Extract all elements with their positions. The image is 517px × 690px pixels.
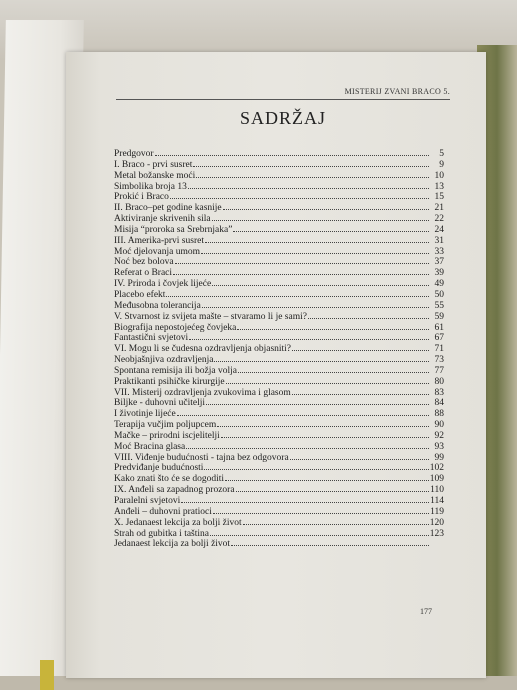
toc-dot-leader xyxy=(155,148,429,156)
toc-dot-leader xyxy=(193,159,429,167)
toc-entry-page: 92 xyxy=(434,430,444,441)
toc-entry xyxy=(114,343,444,354)
toc-entry-title: Strah od gubitka i taština xyxy=(114,528,209,539)
toc-entry-page: 99 xyxy=(434,452,444,463)
toc-dot-leader xyxy=(308,311,429,319)
toc-entry-title: Predgovor xyxy=(114,149,154,159)
toc-entry-title: Fantastični svjetovi xyxy=(114,333,189,344)
toc-entry-page: 67 xyxy=(434,333,444,344)
toc-entry-title: Spontana remisija ili božja volja xyxy=(114,365,237,376)
toc-entry-title: Predviđanje budućnosti xyxy=(114,463,204,474)
toc-entry-title: Prokić i Braco xyxy=(114,192,169,203)
toc-dot-leader xyxy=(188,181,429,189)
toc-entry xyxy=(114,484,444,495)
toc-entry-title: Biografija nepostojećeg čovjeka xyxy=(114,322,237,333)
toc-dot-leader xyxy=(175,256,429,264)
running-header: MISTERIJ ZVANI BRACO 5. xyxy=(344,87,450,96)
toc-entry xyxy=(114,419,444,430)
toc-entry-page: 9 xyxy=(439,159,444,170)
toc-dot-leader xyxy=(205,235,429,243)
toc-entry-page: 110 xyxy=(430,485,444,496)
toc-entry-page: 31 xyxy=(434,235,444,246)
toc-entry-title: VIII. Viđenje budućnosti - tajna bez odgovora xyxy=(114,452,289,463)
toc-dot-leader xyxy=(204,462,428,470)
toc-entry-title: Aktiviranje skrivenih sila xyxy=(114,214,211,225)
toc-dot-leader xyxy=(225,473,429,481)
toc-entry-title: Moć djelovanja umom xyxy=(114,246,201,257)
toc-entry xyxy=(114,517,444,528)
toc-entry-page: 80 xyxy=(434,376,444,387)
toc-entry-page: 77 xyxy=(434,365,444,376)
toc-entry-title: III. Amerika-prvi susret xyxy=(114,235,204,246)
toc-entry-page: 10 xyxy=(434,170,444,181)
toc-entry xyxy=(114,322,444,333)
toc-entry xyxy=(114,202,444,213)
toc-entry-page: 71 xyxy=(434,344,444,355)
toc-entry-page: 73 xyxy=(434,355,444,366)
toc-dot-leader xyxy=(212,213,429,221)
toc-entry-page: 24 xyxy=(434,224,444,235)
page-number: 177 xyxy=(420,607,432,616)
toc-entry xyxy=(114,408,444,419)
toc-entry-title: Moć Bracina glasa xyxy=(114,441,186,452)
toc-dot-leader xyxy=(226,376,429,384)
toc-entry xyxy=(114,387,444,398)
toc-entry-title: Noć bez bolova xyxy=(114,257,174,268)
toc-entry-page: 50 xyxy=(434,289,444,300)
toc-dot-leader xyxy=(196,170,429,178)
table-surface xyxy=(0,676,517,690)
toc-entry xyxy=(114,365,444,376)
toc-entry xyxy=(114,224,444,235)
toc-entry-page: 59 xyxy=(434,311,444,322)
toc-entry-page: 61 xyxy=(434,322,444,333)
toc-entry xyxy=(114,267,444,278)
toc-entry-title: Terapija vučjim poljupcem xyxy=(114,420,217,431)
toc-dot-leader xyxy=(177,408,429,416)
toc-dot-leader xyxy=(189,332,429,340)
toc-entry-title: Misija “proroka sa Srebrnjaka” xyxy=(114,224,233,235)
toc-entry xyxy=(114,159,444,170)
toc-entry-title: Paralelni svjetovi xyxy=(114,496,181,506)
bookmark-ribbon xyxy=(40,660,54,690)
toc-entry-page: 88 xyxy=(434,409,444,420)
toc-entry-title: VII. Misterij ozdravljenja zvukovima i glasom xyxy=(114,387,291,398)
toc-entry-title: Simbolika broja 13 xyxy=(114,181,187,192)
toc-dot-leader xyxy=(221,430,429,438)
toc-entry-page: 15 xyxy=(434,192,444,203)
toc-entry-title: Međusobna tolerancija xyxy=(114,300,201,311)
toc-entry-title: IV. Priroda i čovjek lijeće xyxy=(114,279,212,290)
toc-entry xyxy=(114,473,444,484)
toc-entry xyxy=(114,506,444,517)
toc-entry-page: 102 xyxy=(429,463,444,474)
toc-dot-leader xyxy=(173,267,429,275)
toc-dot-leader xyxy=(214,354,429,362)
toc-dot-leader xyxy=(181,495,429,503)
toc-dot-leader xyxy=(210,528,429,536)
toc-entry-title: I životinje lijeće xyxy=(114,409,176,420)
toc-entry-title: Kako znati što će se dogoditi xyxy=(114,474,225,485)
toc-entry xyxy=(114,441,444,452)
header-rule xyxy=(116,99,450,100)
toc-dot-leader xyxy=(202,300,429,308)
toc-entry-title: Referat o Braci xyxy=(114,268,173,279)
toc-entry xyxy=(114,311,444,322)
toc-dot-leader xyxy=(292,387,429,395)
toc-entry-title: Anđeli – duhovni pratioci xyxy=(114,506,212,517)
toc-dot-leader xyxy=(212,278,429,286)
toc-dot-leader xyxy=(223,202,429,210)
toc-entry-title: IX. Anđeli sa zapadnog prozora xyxy=(114,485,235,496)
toc-entry xyxy=(114,300,444,311)
toc-entry xyxy=(114,170,444,181)
toc-entry-page: 49 xyxy=(434,279,444,290)
toc-dot-leader xyxy=(166,289,429,297)
toc-entry-page: 90 xyxy=(434,420,444,431)
toc-entry-page: 83 xyxy=(434,387,444,398)
toc-entry xyxy=(114,462,444,473)
toc-dot-leader xyxy=(290,452,429,460)
toc-entry-page: 84 xyxy=(434,398,444,409)
toc-entry xyxy=(114,397,444,408)
toc-entry-title: Mačke – prirodni iscjelitelji xyxy=(114,430,220,441)
toc-entry-page: 22 xyxy=(434,214,444,225)
toc-entry-title: V. Stvarnost iz svijeta mašte – stvaramo li je sami? xyxy=(114,311,307,322)
toc-entry xyxy=(114,235,444,246)
page-title: SADRŽAJ xyxy=(239,108,326,128)
toc-entry xyxy=(114,148,444,159)
toc-dot-leader xyxy=(236,484,429,492)
toc-entry-page: 5 xyxy=(439,149,444,159)
toc-dot-leader xyxy=(237,322,429,330)
toc-dot-leader xyxy=(206,397,429,405)
toc-dot-leader xyxy=(186,441,429,449)
toc-entry-title: Biljke - duhovni učitelji xyxy=(114,398,206,409)
toc-entry-title: Neobjašnjiva ozdravljenja xyxy=(114,355,214,366)
toc-dot-leader xyxy=(217,419,429,427)
toc-entry xyxy=(114,191,444,202)
toc-entry xyxy=(114,538,444,549)
toc-entry-page: 93 xyxy=(434,441,444,452)
toc-entry xyxy=(114,181,444,192)
toc-dot-leader xyxy=(238,365,429,373)
toc-entry-page: 13 xyxy=(434,181,444,192)
toc-entry xyxy=(114,246,444,257)
toc-entry-title: VI. Mogu li se čudesna ozdravljenja objasniti? xyxy=(114,344,292,355)
toc-entry-page: 55 xyxy=(434,300,444,311)
toc-entry xyxy=(114,528,444,539)
toc-entry-title: I. Braco - prvi susret xyxy=(114,159,193,170)
toc-dot-leader xyxy=(170,191,429,199)
toc-entry xyxy=(114,452,444,463)
toc-entry xyxy=(114,256,444,267)
toc-entry-title: Praktikanti psihičke kirurgije xyxy=(114,376,225,387)
toc-entry-title: Placebo efekt xyxy=(114,289,166,300)
table-of-contents xyxy=(114,148,444,549)
toc-dot-leader xyxy=(292,343,429,351)
toc-entry-title: Jedanaest lekcija za bolji život xyxy=(114,539,231,550)
toc-dot-leader xyxy=(213,506,429,514)
toc-entry xyxy=(114,332,444,343)
toc-entry-page: 33 xyxy=(434,246,444,257)
toc-dot-leader xyxy=(233,224,429,232)
toc-entry-page: 21 xyxy=(434,203,444,214)
toc-entry-title: II. Braco–pet godine kasnije xyxy=(114,203,222,214)
toc-entry-page: 114 xyxy=(430,496,444,506)
toc-entry-page: 119 xyxy=(430,506,444,517)
toc-entry-page: 39 xyxy=(434,268,444,279)
toc-entry-page: 37 xyxy=(434,257,444,268)
toc-entry xyxy=(114,278,444,289)
toc-entry-title: Metal božanske moći xyxy=(114,170,196,181)
toc-entry xyxy=(114,495,444,506)
toc-entry-page: 123 xyxy=(429,528,444,539)
toc-entry xyxy=(114,213,444,224)
toc-entry-page: 109 xyxy=(429,474,444,485)
toc-dot-leader xyxy=(201,246,429,254)
toc-dot-leader xyxy=(243,517,429,525)
toc-dot-leader xyxy=(231,538,429,546)
toc-entry xyxy=(114,354,444,365)
toc-entry-title: X. Jedanaest lekcija za bolji život xyxy=(114,517,242,528)
toc-entry xyxy=(114,376,444,387)
toc-entry-page: 120 xyxy=(429,517,444,528)
toc-entry xyxy=(114,289,444,300)
toc-entry xyxy=(114,430,444,441)
